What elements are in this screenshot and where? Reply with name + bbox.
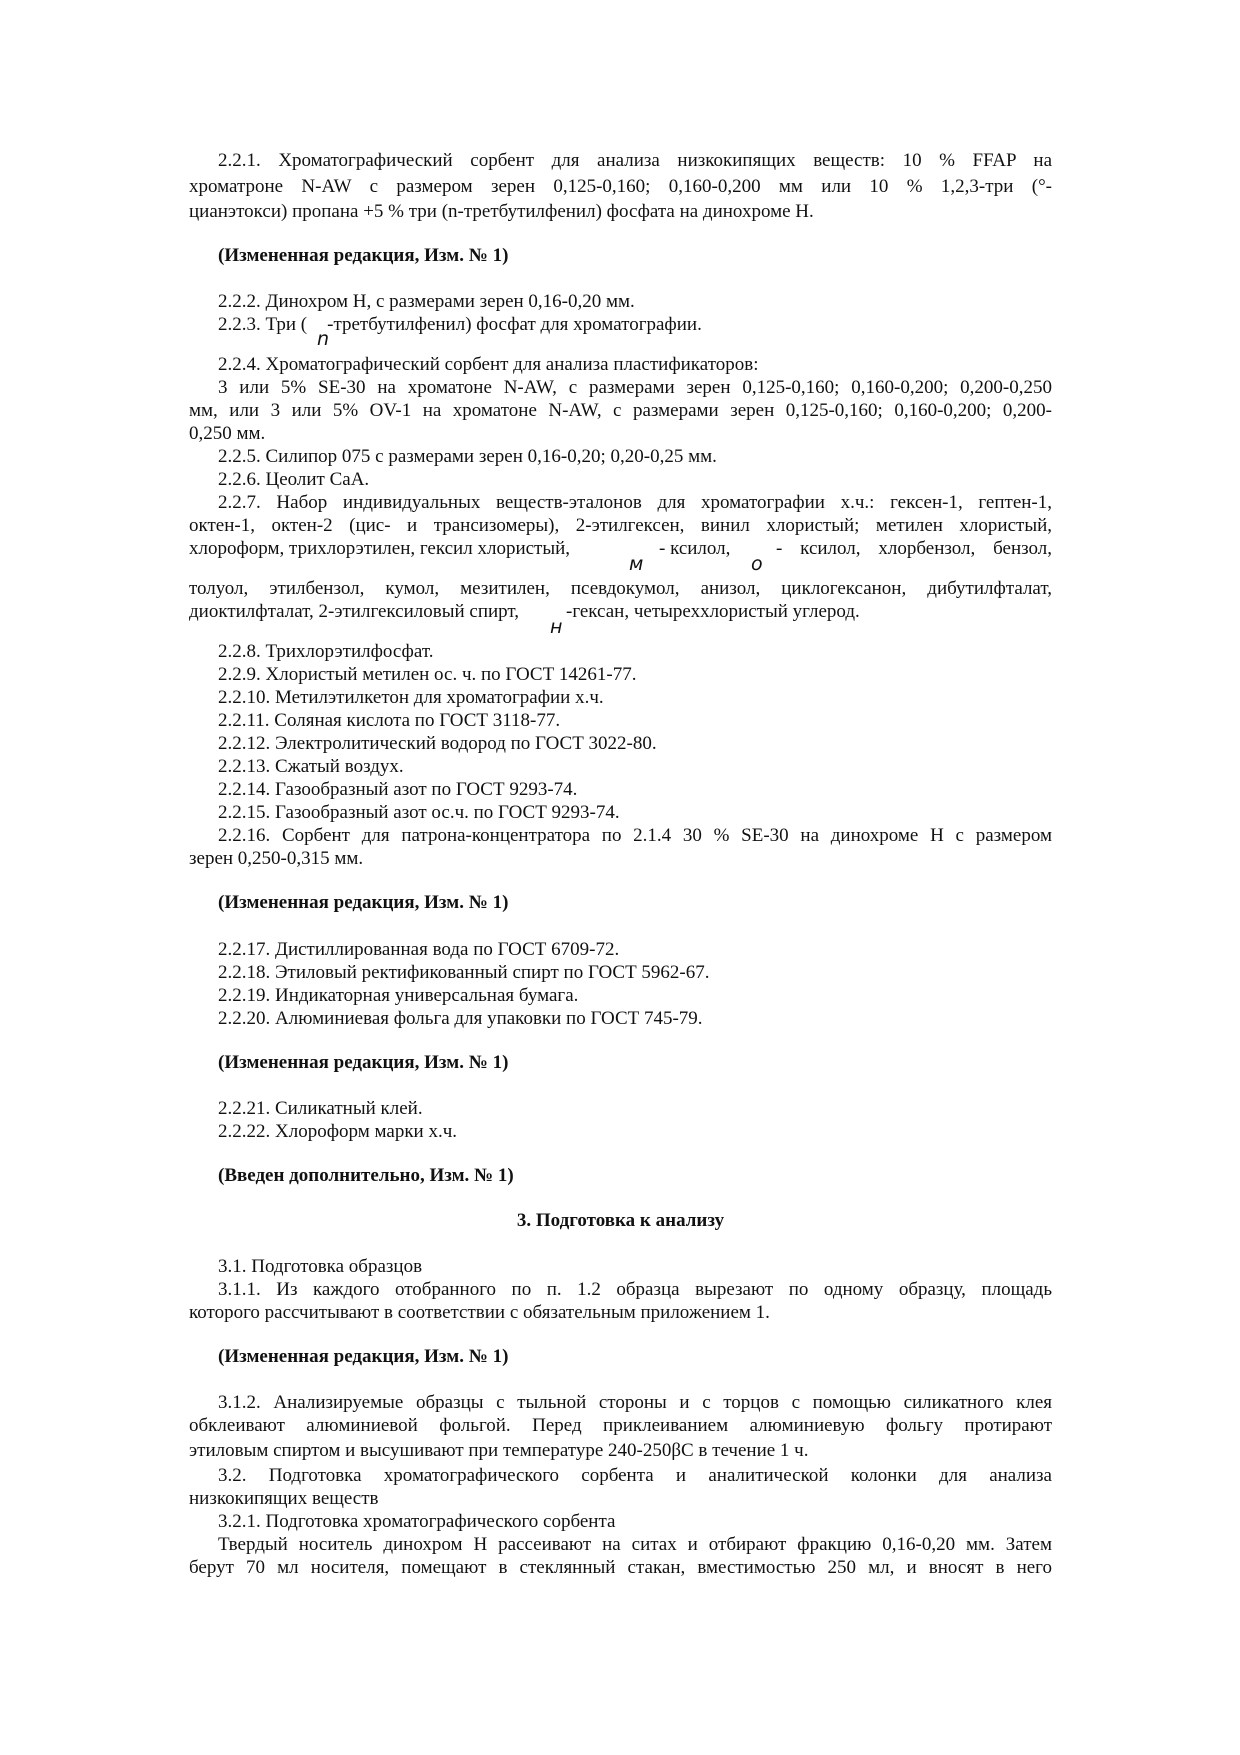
amendment-note: (Измененная редакция, Изм. № 1)	[218, 1346, 509, 1367]
paragraph-line: толуол, этилбензол, кумол, мезитилен, псевдокумол, анизол, циклогексанон, дибутилфталат,	[189, 578, 1052, 599]
paragraph-line: 2.2.14. Газообразный азот по ГОСТ 9293-74.	[218, 779, 578, 800]
paragraph-line: хлороформ, трихлорэтилен, гексил хлористый,	[189, 538, 571, 559]
paragraph-line: этиловым спиртом и высушивают при температуре 240-250βС в течение 1 ч.	[189, 1440, 809, 1461]
paragraph-line: 3.1. Подготовка образцов	[218, 1256, 423, 1277]
variable-symbol: н	[550, 616, 563, 638]
paragraph-line: 2.2.16. Сорбент для патрона-концентратора по 2.1.4 30 % SE-30 на динохроме Н с размером	[218, 825, 1052, 846]
paragraph-line: 2.2.5. Силипор 075 с размерами зерен 0,16-0,20; 0,20-0,25 мм.	[218, 446, 717, 467]
paragraph-line: цианэтокси) пропана +5 % три (n-третбутилфенил) фосфата на динохроме Н.	[189, 201, 814, 222]
paragraph-line: 2.2.10. Метилэтилкетон для хроматографии х.ч.	[218, 687, 604, 708]
amendment-note: (Измененная редакция, Изм. № 1)	[218, 1052, 509, 1073]
text-fragment: 2.2.3. Три (	[218, 314, 308, 335]
paragraph-line: 2.2.12. Электролитический водород по ГОСТ 3022-80.	[218, 733, 657, 754]
text-fragment: -третбутилфенил) фосфат для хроматографии.	[327, 314, 702, 335]
paragraph-line: 3.1.2. Анализируемые образцы с тыльной стороны и с торцов с помощью силикатного клея	[218, 1392, 1052, 1413]
paragraph-line: 2.2.21. Силикатный клей.	[218, 1098, 423, 1119]
paragraph-line: октен-1, октен-2 (цис- и трансизомеры), 2-этилгексен, винил хлористый; метилен хлористый,	[189, 515, 1052, 536]
paragraph-line: 2.2.11. Соляная кислота по ГОСТ 3118-77.	[218, 710, 561, 731]
paragraph-line: 2.2.2. Динохром Н, с размерами зерен 0,16-0,20 мм.	[218, 291, 635, 312]
paragraph-line: 2.2.4. Хроматографический сорбент для анализа пластификаторов:	[218, 354, 759, 375]
paragraph-line: 2.2.15. Газообразный азот ос.ч. по ГОСТ 9293-74.	[218, 802, 620, 823]
paragraph-line: Твердый носитель динохром Н рассеивают на ситах и отбирают фракцию 0,16-0,20 мм. Затем	[218, 1534, 1052, 1555]
paragraph-line	[218, 314, 702, 336]
paragraph-line: -гексан, четыреххлористый углерод.	[566, 601, 860, 622]
paragraph-line: 2.2.18. Этиловый ректификованный спирт по ГОСТ 5962-67.	[218, 962, 710, 983]
paragraph-line: 2.2.1. Хроматографический сорбент для анализа низкокипящих веществ: 10 % FFAP на	[218, 150, 1052, 171]
paragraph-line: которого рассчитывают в соответствии с обязательным приложением 1.	[189, 1302, 770, 1323]
paragraph-line: 3.2. Подготовка хроматографического сорбента и аналитической колонки для анализа	[218, 1465, 1052, 1486]
amendment-note: (Измененная редакция, Изм. № 1)	[218, 892, 509, 913]
paragraph-line: 3.1.1. Из каждого отобранного по п. 1.2 образца вырезают по одному образцу, площадь	[218, 1279, 1052, 1300]
paragraph-line: 2.2.13. Сжатый воздух.	[218, 756, 404, 777]
paragraph-line: диоктилфталат, 2-этилгексиловый спирт,	[189, 601, 520, 622]
paragraph-line: берут 70 мл носителя, помещают в стеклянный стакан, вместимостью 250 мл, и вносят в него	[189, 1557, 1052, 1578]
amendment-note: (Введен дополнительно, Изм. № 1)	[218, 1165, 514, 1186]
paragraph-line: 3.2.1. Подготовка хроматографического сорбента	[218, 1511, 616, 1532]
paragraph-line: 3 или 5% SE-30 на хроматоне N-AW, с размерами зерен 0,125-0,160; 0,160-0,200; 0,200-0,250	[218, 377, 1052, 398]
paragraph-line: зерен 0,250-0,315 мм.	[189, 848, 364, 869]
paragraph-line: 2.2.20. Алюминиевая фольга для упаковки по ГОСТ 745-79.	[218, 1008, 703, 1029]
paragraph-line: 2.2.17. Дистиллированная вода по ГОСТ 6709-72.	[218, 939, 620, 960]
variable-symbol: о	[751, 553, 763, 575]
variable-symbol: м	[629, 553, 644, 575]
paragraph-line: низкокипящих веществ	[189, 1488, 379, 1509]
paragraph-line: 2.2.22. Хлороформ марки х.ч.	[218, 1121, 458, 1142]
paragraph-line: обклеивают алюминиевой фольгой. Перед приклеиванием алюминиевую фольгу протирают	[189, 1415, 1052, 1436]
amendment-note: (Измененная редакция, Изм. № 1)	[218, 245, 509, 266]
paragraph-line: - ксилол, хлорбензол, бензол,	[776, 538, 1052, 559]
paragraph-line: 2.2.7. Набор индивидуальных веществ-эталонов для хроматографии х.ч.: гексен-1, гептен-1,	[218, 492, 1052, 513]
paragraph-line: хроматроне N-AW с размером зерен 0,125-0,160; 0,160-0,200 мм или 10 % 1,2,3-три (°-	[189, 176, 1052, 197]
paragraph-line: 2.2.6. Цеолит СаА.	[218, 469, 370, 490]
paragraph-line: 0,250 мм.	[189, 423, 266, 444]
paragraph-line: 2.2.19. Индикаторная универсальная бумага.	[218, 985, 579, 1006]
variable-symbol: n	[317, 328, 330, 350]
section-heading: 3. Подготовка к анализу	[516, 1210, 725, 1231]
paragraph-line: - ксилол,	[659, 538, 731, 559]
paragraph-line: мм, или 3 или 5% OV-1 на хроматоне N-AW, с размерами зерен 0,125-0,160; 0,160-0,200; 0,200-	[189, 400, 1052, 421]
paragraph-line: 2.2.9. Хлористый метилен ос. ч. по ГОСТ 14261-77.	[218, 664, 637, 685]
paragraph-line: 2.2.8. Трихлорэтилфосфат.	[218, 641, 434, 662]
